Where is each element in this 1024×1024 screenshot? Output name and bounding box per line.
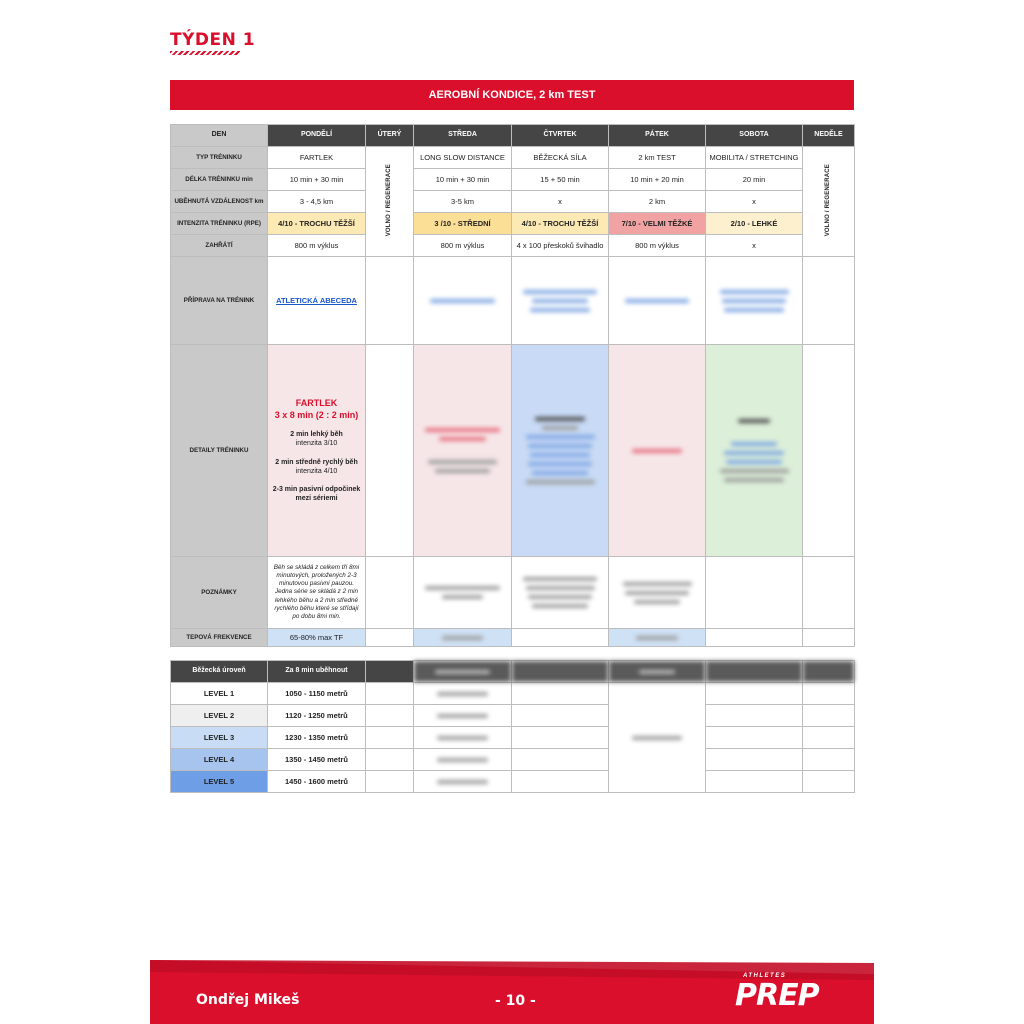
blurred-content bbox=[416, 736, 509, 740]
page-footer bbox=[150, 960, 874, 1024]
cell-saturday-blurred bbox=[706, 345, 803, 557]
blurred-content bbox=[416, 636, 509, 640]
level-distance: 1120 - 1250 metrů bbox=[268, 705, 366, 727]
row-label: TYP TRÉNINKU bbox=[171, 147, 268, 169]
blurred-content bbox=[611, 736, 703, 740]
cell-friday: 2 km bbox=[609, 191, 706, 213]
cell-sunday bbox=[803, 257, 855, 345]
blurred-header bbox=[512, 661, 609, 683]
cell-wednesday-blurred bbox=[414, 557, 512, 629]
blurred-content bbox=[416, 780, 509, 784]
empty-cell bbox=[512, 727, 609, 749]
duration-row bbox=[171, 169, 855, 191]
empty-cell bbox=[512, 705, 609, 727]
blurred-content bbox=[416, 692, 509, 696]
warmup-row bbox=[171, 235, 855, 257]
day-header-sunday: NEDĚLE bbox=[803, 125, 855, 147]
blurred-content bbox=[708, 290, 800, 312]
page-heading: TÝDEN 1 bbox=[170, 30, 256, 50]
blurred-header bbox=[414, 661, 512, 683]
empty-cell bbox=[706, 683, 803, 705]
row-label: DETAILY TRÉNINKU bbox=[171, 345, 268, 557]
day-header-wednesday: STŘEDA bbox=[414, 125, 512, 147]
cell-thursday: 15 + 50 min bbox=[512, 169, 609, 191]
cell-saturday: 2/10 - LEHKÉ bbox=[706, 213, 803, 235]
blurred-header bbox=[609, 661, 706, 683]
footer-author: Ondřej Mikeš bbox=[196, 992, 300, 1008]
blurred-content bbox=[514, 417, 606, 484]
levels-header-row bbox=[171, 661, 855, 683]
cell-wednesday-blurred bbox=[414, 257, 512, 345]
rest-label: VOLNO / REGENERACE bbox=[385, 164, 392, 237]
cell-friday-blurred bbox=[609, 557, 706, 629]
blurred-content bbox=[611, 449, 703, 453]
cell-monday bbox=[268, 345, 366, 557]
empty-cell bbox=[706, 705, 803, 727]
cell-tuesday bbox=[366, 345, 414, 557]
blurred-cell bbox=[414, 705, 512, 727]
empty-cell bbox=[803, 749, 855, 771]
blurred-content bbox=[611, 299, 703, 303]
cell-wednesday-blurred bbox=[414, 345, 512, 557]
week-banner: AEROBNÍ KONDICE, 2 km TEST bbox=[170, 80, 854, 110]
row-label: INTENZITA TRÉNINKU (RPE) bbox=[171, 213, 268, 235]
level-distance: 1050 - 1150 metrů bbox=[268, 683, 366, 705]
blurred-merged-cell bbox=[609, 683, 706, 793]
cell-monday: 800 m výklus bbox=[268, 235, 366, 257]
row-label: UBĚHNUTÁ VZDÁLENOST km bbox=[171, 191, 268, 213]
detail-text: intenzita 4/10 bbox=[295, 467, 338, 475]
details-row bbox=[171, 345, 855, 557]
cell-wednesday: LONG SLOW DISTANCE bbox=[414, 147, 512, 169]
empty-cell bbox=[803, 683, 855, 705]
cell-saturday: MOBILITA / STRETCHING bbox=[706, 147, 803, 169]
cell-monday: 10 min + 30 min bbox=[268, 169, 366, 191]
level-row-2 bbox=[171, 705, 855, 727]
empty-cell bbox=[366, 683, 414, 705]
cell-sunday bbox=[803, 557, 855, 629]
blurred-content bbox=[416, 714, 509, 718]
level-distance: 1350 - 1450 metrů bbox=[268, 749, 366, 771]
empty-cell bbox=[706, 771, 803, 793]
preparation-row bbox=[171, 257, 855, 345]
cell-friday-blurred bbox=[609, 629, 706, 647]
cell-saturday: x bbox=[706, 191, 803, 213]
cell-tuesday bbox=[366, 557, 414, 629]
day-header-thursday: ČTVRTEK bbox=[512, 125, 609, 147]
level-name: LEVEL 4 bbox=[171, 749, 268, 771]
fartlek-subtitle: 3 x 8 min (2 : 2 min) bbox=[274, 410, 359, 421]
row-label: ZAHŘÁTÍ bbox=[171, 235, 268, 257]
distance-header: Za 8 min uběhnout bbox=[268, 661, 366, 683]
blurred-header bbox=[706, 661, 803, 683]
cell-friday: 2 km TEST bbox=[609, 147, 706, 169]
level-name: LEVEL 5 bbox=[171, 771, 268, 793]
blurred-header bbox=[803, 661, 855, 683]
level-header: Běžecká úroveň bbox=[171, 661, 268, 683]
detail-block-2 bbox=[270, 459, 363, 477]
cell-friday-blurred bbox=[609, 257, 706, 345]
level-name: LEVEL 1 bbox=[171, 683, 268, 705]
distance-row bbox=[171, 191, 855, 213]
cell-wednesday: 800 m výklus bbox=[414, 235, 512, 257]
blurred-cell bbox=[414, 683, 512, 705]
cell-saturday-blurred bbox=[706, 257, 803, 345]
empty-cell bbox=[706, 727, 803, 749]
cell-thursday-blurred bbox=[512, 257, 609, 345]
detail-bold: 2 min lehký běh bbox=[290, 431, 343, 439]
cell-friday: 800 m výklus bbox=[609, 235, 706, 257]
blurred-cell bbox=[414, 771, 512, 793]
page-number: - 10 - bbox=[495, 993, 536, 1009]
cell-monday: 3 - 4,5 km bbox=[268, 191, 366, 213]
cell-thursday: 4/10 - TROCHU TĚŽŠÍ bbox=[512, 213, 609, 235]
empty-cell bbox=[366, 749, 414, 771]
cell-sunday bbox=[803, 629, 855, 647]
cell-saturday bbox=[706, 557, 803, 629]
cell-saturday: x bbox=[706, 235, 803, 257]
cell-monday bbox=[268, 257, 366, 345]
detail-bold: 2-3 min pasivní odpočinek mezi sériemi bbox=[272, 486, 361, 503]
empty-cell bbox=[366, 705, 414, 727]
cell-wednesday: 3-5 km bbox=[414, 191, 512, 213]
day-header-tuesday: ÚTERÝ bbox=[366, 125, 414, 147]
empty-cell bbox=[803, 727, 855, 749]
cell-thursday: BĚŽECKÁ SÍLA bbox=[512, 147, 609, 169]
row-label: DÉLKA TRÉNINKU min bbox=[171, 169, 268, 191]
cell-thursday-blurred bbox=[512, 557, 609, 629]
detail-block-3 bbox=[270, 486, 363, 504]
cell-wednesday: 3 /10 - STŘEDNÍ bbox=[414, 213, 512, 235]
training-type-row bbox=[171, 147, 855, 169]
den-header: DEN bbox=[171, 125, 268, 147]
athletes-prep-logo bbox=[735, 973, 840, 1019]
cell-monday: FARTLEK bbox=[268, 147, 366, 169]
level-name: LEVEL 2 bbox=[171, 705, 268, 727]
empty-cell bbox=[512, 683, 609, 705]
cell-thursday: 4 x 100 přeskoků švihadlo bbox=[512, 235, 609, 257]
empty-cell bbox=[803, 771, 855, 793]
row-label: PŘÍPRAVA NA TRÉNINK bbox=[171, 257, 268, 345]
rest-label: VOLNO / REGENERACE bbox=[824, 164, 831, 237]
logo-top-text: ATHLETES bbox=[743, 973, 787, 979]
level-row-5 bbox=[171, 771, 855, 793]
detail-block-1 bbox=[270, 431, 363, 449]
fartlek-title: FARTLEK bbox=[295, 398, 338, 409]
empty-header bbox=[366, 661, 414, 683]
empty-cell bbox=[706, 749, 803, 771]
empty-cell bbox=[512, 749, 609, 771]
cell-monday: 4/10 - TROCHU TĚŽŠÍ bbox=[268, 213, 366, 235]
blurred-content bbox=[611, 636, 703, 640]
blurred-cell bbox=[414, 727, 512, 749]
empty-cell bbox=[512, 771, 609, 793]
cell-saturday: 20 min bbox=[706, 169, 803, 191]
cell-thursday-blurred bbox=[512, 345, 609, 557]
row-label: TEPOVÁ FREKVENCE bbox=[171, 629, 268, 647]
rest-cell-sunday bbox=[803, 147, 855, 257]
empty-cell bbox=[803, 705, 855, 727]
day-header-saturday: SOBOTA bbox=[706, 125, 803, 147]
day-header-monday: PONDĚLÍ bbox=[268, 125, 366, 147]
level-name: LEVEL 3 bbox=[171, 727, 268, 749]
notes-row bbox=[171, 557, 855, 629]
blurred-content bbox=[416, 299, 509, 303]
level-distance: 1450 - 1600 metrů bbox=[268, 771, 366, 793]
training-schedule-table bbox=[170, 124, 855, 647]
level-row-4 bbox=[171, 749, 855, 771]
blurred-content bbox=[416, 428, 509, 473]
detail-bold: 2 min středně rychlý běh bbox=[275, 458, 358, 466]
cell-thursday: x bbox=[512, 191, 609, 213]
blurred-content bbox=[514, 290, 606, 312]
day-header-friday: PÁTEK bbox=[609, 125, 706, 147]
days-header-row bbox=[171, 125, 855, 147]
empty-cell bbox=[366, 771, 414, 793]
cell-monday: 65-80% max TF bbox=[268, 629, 366, 647]
level-row-3 bbox=[171, 727, 855, 749]
blurred-cell bbox=[414, 749, 512, 771]
cell-wednesday: 10 min + 30 min bbox=[414, 169, 512, 191]
atleticka-abeceda-link[interactable]: ATLETICKÁ ABECEDA bbox=[276, 295, 357, 305]
cell-tuesday bbox=[366, 629, 414, 647]
blurred-content bbox=[611, 582, 703, 604]
heart-rate-row bbox=[171, 629, 855, 647]
level-distance: 1230 - 1350 metrů bbox=[268, 727, 366, 749]
cell-wednesday-blurred bbox=[414, 629, 512, 647]
running-levels-table bbox=[170, 660, 855, 793]
rest-cell-tuesday bbox=[366, 147, 414, 257]
intensity-row bbox=[171, 213, 855, 235]
cell-tuesday bbox=[366, 257, 414, 345]
cell-friday: 10 min + 20 min bbox=[609, 169, 706, 191]
logo-main-text: PREP bbox=[735, 978, 819, 1013]
row-label: POZNÁMKY bbox=[171, 557, 268, 629]
empty-cell bbox=[366, 727, 414, 749]
cell-friday: 7/10 - VELMI TĚŽKÉ bbox=[609, 213, 706, 235]
cell-saturday bbox=[706, 629, 803, 647]
heading-underline bbox=[170, 51, 240, 55]
cell-monday: Běh se skládá z celkem tří 8mi minutových, proložených 2-3 minutovou pasivní pauzou. Jedna série se skládá z 2 min lehkého běhu a 2 min středně rychlého běhu které se střídají po dobu 8mi min. bbox=[268, 557, 366, 629]
blurred-content bbox=[708, 419, 800, 482]
cell-thursday bbox=[512, 629, 609, 647]
blurred-content bbox=[416, 586, 509, 599]
cell-sunday bbox=[803, 345, 855, 557]
blurred-content bbox=[416, 758, 509, 762]
cell-friday-blurred bbox=[609, 345, 706, 557]
blurred-content bbox=[514, 577, 606, 608]
detail-text: intenzita 3/10 bbox=[295, 440, 338, 448]
level-row-1 bbox=[171, 683, 855, 705]
